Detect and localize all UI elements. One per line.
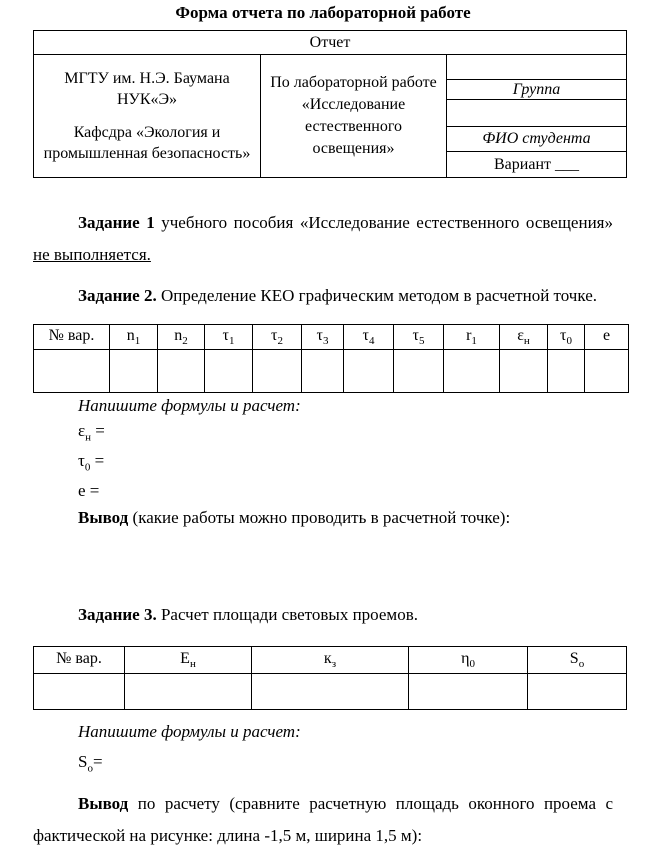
keo-table	[33, 324, 629, 393]
col-n1: $n_1$	[110, 325, 158, 350]
empty-cell	[252, 674, 409, 710]
col-tau4: $\tau_4$	[344, 325, 394, 350]
col-tau1: $\tau_1$	[205, 325, 253, 350]
formulas-prompt-1: Напишите формулы и расчет:	[78, 396, 301, 415]
task2-heading	[33, 286, 613, 306]
col-variant: № вар.	[34, 647, 125, 674]
col-n2: $n_2$	[158, 325, 205, 350]
task3-conclusion	[33, 788, 613, 852]
empty-cell	[409, 674, 528, 710]
empty-cell	[528, 674, 627, 710]
page-title: Форма отчета по лабораторной работе	[175, 3, 471, 22]
task1-text: учебного пособия «Исследование естественного освещения»	[154, 213, 613, 232]
empty-cell	[585, 350, 629, 393]
col-eps-n: $\varepsilon_н$	[500, 325, 548, 350]
task3-heading	[33, 605, 613, 625]
empty-cell	[34, 674, 125, 710]
empty-cell	[500, 350, 548, 393]
work-title-cell: По лабораторной работе «Исследование естественного освещения»	[261, 55, 447, 178]
area-table-header-row	[34, 647, 627, 674]
report-header-cell: Отчет	[34, 31, 627, 55]
task1-paragraph	[33, 207, 613, 271]
col-variant: № вар.	[34, 325, 110, 350]
task1-line1	[33, 207, 613, 239]
col-tau3: $\tau_3$	[302, 325, 344, 350]
empty-cell	[34, 350, 110, 393]
col-tau5: $\tau_5$	[394, 325, 444, 350]
keo-table-header-row	[34, 325, 629, 350]
task1-label: Задание 1	[78, 213, 155, 232]
conclusion2-line1	[33, 788, 613, 820]
empty-cell	[110, 350, 158, 393]
student-label-cell: ФИО студента	[447, 127, 627, 152]
area-table	[33, 646, 627, 710]
header-table	[33, 30, 627, 178]
area-table-empty-row	[34, 674, 627, 710]
university-name: МГТУ им. Н.Э. Баумана НУК«Э»	[64, 70, 230, 108]
empty-cell	[158, 350, 205, 393]
variant-cell: Вариант ___	[447, 152, 627, 178]
group-blank-cell	[447, 55, 627, 80]
university-cell	[34, 55, 261, 178]
task2-label: Задание 2.	[78, 286, 157, 305]
task3-text: Расчет площади световых проемов.	[156, 605, 418, 624]
department-name: Кафсдра «Экология и промышленная безопасность»	[43, 124, 251, 162]
conclusion1-text: (какие работы можно проводить в расчетной точке):	[128, 508, 511, 527]
col-E-n: $Е_н$	[125, 647, 252, 674]
col-k-z: $к_з$	[252, 647, 409, 674]
col-tau0: $\tau_0$	[548, 325, 585, 350]
task2-conclusion	[33, 508, 613, 528]
formula-so: $S_о=$	[78, 752, 103, 775]
empty-cell	[344, 350, 394, 393]
empty-cell	[302, 350, 344, 393]
keo-table-empty-row	[34, 350, 629, 393]
empty-cell	[205, 350, 253, 393]
col-r1: $r_1$	[444, 325, 500, 350]
conclusion2-text: по расчету (сравните расчетную площадь оконного проема с	[128, 794, 613, 813]
col-e: e	[585, 325, 629, 350]
empty-cell	[394, 350, 444, 393]
empty-cell	[444, 350, 500, 393]
conclusion1-label: Вывод	[78, 508, 129, 527]
col-tau2: $\tau_2$	[253, 325, 302, 350]
task2-text: Определение КЕО графическим методом в расчетной точке.	[156, 286, 597, 305]
formulas-prompt-2: Напишите формулы и расчет:	[78, 722, 301, 741]
spacer	[34, 110, 260, 122]
col-So: $S_о$	[528, 647, 627, 674]
empty-cell	[253, 350, 302, 393]
empty-cell	[548, 350, 585, 393]
formula-e: е =	[78, 481, 100, 500]
conclusion2-line2: фактической на рисунке: длина -1,5 м, ширина 1,5 м):	[33, 826, 423, 845]
conclusion2-label: Вывод	[78, 794, 129, 813]
empty-cell	[125, 674, 252, 710]
task1-line2	[33, 239, 613, 271]
task3-label: Задание 3.	[78, 605, 157, 624]
task1-underlined-text: не выполняется.	[33, 245, 151, 264]
col-eta0: $\eta_0$	[409, 647, 528, 674]
group-label-cell: Группа	[447, 80, 627, 100]
formula-eps: $\varepsilon_н$ =	[78, 421, 105, 444]
formula-tau0: $\tau_0$ =	[78, 451, 105, 474]
student-blank-cell	[447, 100, 627, 127]
